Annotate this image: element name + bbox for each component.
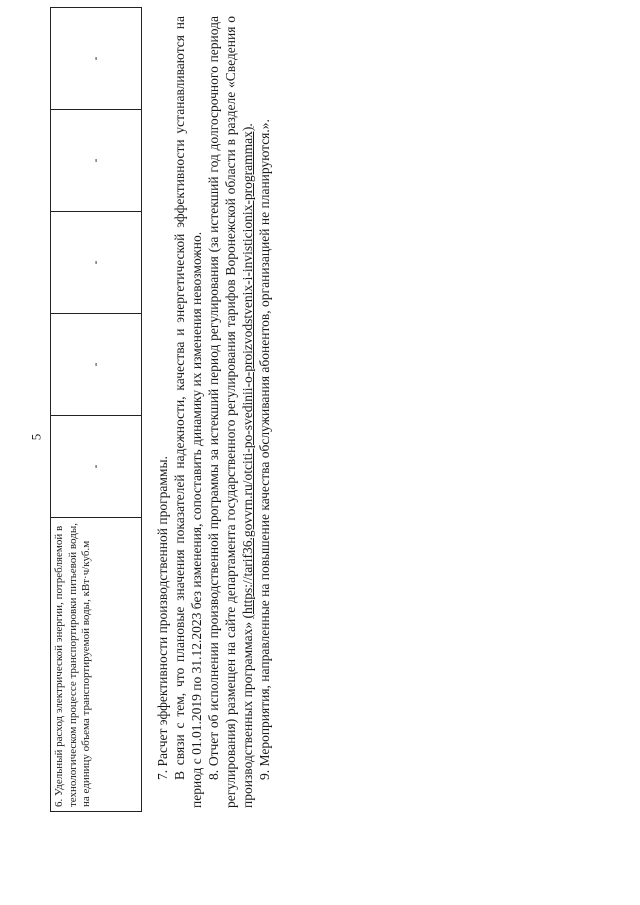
page-number: 5 — [28, 433, 44, 441]
section-7-heading: 7. Расчет эффективности производственной программы. — [155, 456, 170, 780]
section-8-paragraph — [205, 16, 256, 808]
indicator-value-2023: - — [51, 8, 142, 110]
rotated-page-content — [50, 16, 610, 868]
document-body — [154, 16, 273, 808]
indicator-label: 6. Удельный расход электрической энергии, потребляемой в технологическом процессе транспортировки питьевой воды, на единицу объема транспортируемой воды, кВт·ч/куб.м — [51, 518, 142, 812]
indicator-table — [50, 7, 142, 812]
section-8-end: . — [240, 123, 255, 127]
section-9-paragraph: 9. Мероприятия, направленные на повышение качества обслуживания абонентов, организацией не планируются.». — [257, 119, 272, 780]
paragraph-effectiveness: В связи с тем, что плановые значения показателей надежности, качества и энергетической эффективности устанавливаются на период с 01.01.2019 по 31.12.2023 без изменения, сопоставить динамику их изменения невозможно. — [172, 16, 204, 808]
table-row — [51, 8, 142, 812]
tarif-link[interactable]: (https://tarif36.govvrn.ru/otciti-po-svedinii-o-proizvodstvenix-i-invisticionix-programmax) — [240, 126, 255, 619]
indicator-value-2020: - — [51, 314, 142, 416]
section-8-text: 8. Отчет об исполнении производственной программы за истекший период регулирования (за истекший год долгосрочного периода регулирования) размещен на сайте департамента государственного регулирования тарифов Воронежской области в разделе «Сведения о производственных программах» — [206, 16, 255, 808]
indicator-value-2019: - — [51, 416, 142, 518]
indicator-value-2021: - — [51, 212, 142, 314]
indicator-value-2022: - — [51, 110, 142, 212]
